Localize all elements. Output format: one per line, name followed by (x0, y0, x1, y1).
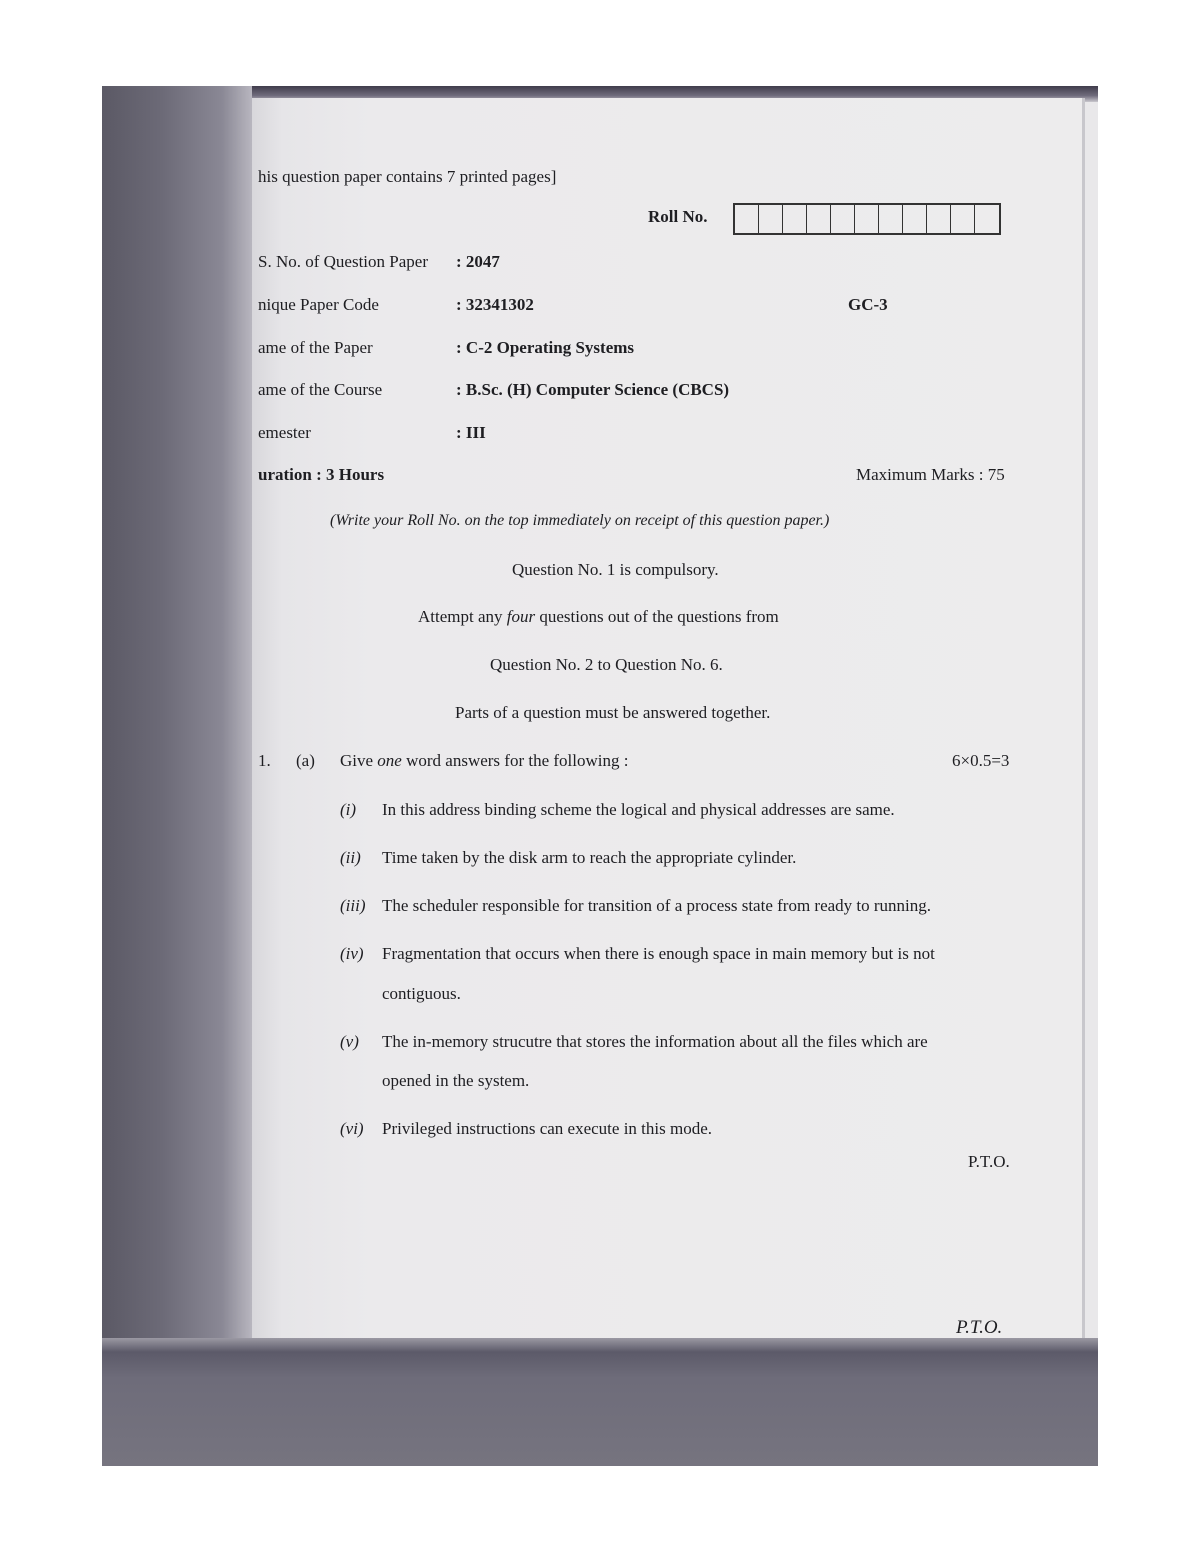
instruction-range: Question No. 2 to Question No. 6. (490, 655, 723, 674)
info-label-course: ame of the Course (258, 380, 383, 399)
roll-no-box[interactable] (831, 205, 855, 233)
roll-no-box[interactable] (903, 205, 927, 233)
roll-no-box[interactable] (927, 205, 951, 233)
roll-no-boxes[interactable] (733, 203, 1001, 235)
info-value-semester: : III (456, 423, 486, 442)
item-text: The scheduler responsible for transition of a process state from ready to running. (382, 896, 932, 915)
item-text: Fragmentation that occurs when there is enough space in main memory but is not (382, 944, 935, 963)
roll-no-box[interactable] (783, 205, 807, 233)
instruction-parts: Parts of a question must be answered together. (455, 703, 771, 722)
roll-no-box[interactable] (975, 205, 999, 233)
question-stem (340, 751, 628, 771)
item-number: (iii) (340, 896, 366, 915)
item-text: The in-memory strucutre that stores the information about all the files which are (382, 1032, 928, 1051)
instruction-compulsory: Question No. 1 is compulsory. (512, 560, 719, 579)
attempt-text-pre: Attempt any (418, 607, 507, 626)
scanned-page (102, 86, 1098, 1466)
pages-note: his question paper contains 7 printed pages] (258, 167, 557, 186)
question-part-label: (a) (296, 751, 315, 770)
item-number: (v) (340, 1032, 359, 1051)
attempt-text-emphasis: four (506, 607, 536, 626)
stem-text-post: word answers for the following : (401, 751, 629, 770)
roll-no-box[interactable] (855, 205, 879, 233)
roll-instruction-note: (Write your Roll No. on the top immediately on receipt of this question paper.) (330, 512, 830, 529)
question-marks: 6×0.5=3 (952, 751, 1010, 770)
item-number: (i) (340, 800, 357, 819)
pto-inner: P.T.O. (968, 1152, 1010, 1171)
info-value-paper-code: : 32341302 (456, 295, 534, 314)
info-label-paper-code: nique Paper Code (258, 295, 379, 314)
info-value-course: : B.Sc. (H) Computer Science (CBCS) (456, 380, 730, 399)
duration: uration : 3 Hours (258, 465, 385, 484)
item-number: (ii) (340, 848, 361, 867)
info-label-semester: emester (258, 423, 311, 442)
maximum-marks: Maximum Marks : 75 (856, 465, 1005, 484)
info-value-paper-name: : C-2 Operating Systems (456, 338, 635, 357)
item-number: (iv) (340, 944, 364, 963)
roll-no-label: Roll No. (648, 207, 708, 226)
item-text: In this address binding scheme the logical and physical addresses are same. (382, 800, 895, 819)
item-text-continuation: contiguous. (382, 984, 461, 1003)
roll-no-box[interactable] (759, 205, 783, 233)
roll-no-box[interactable] (879, 205, 903, 233)
info-value-serial: : 2047 (456, 252, 500, 271)
set-code: GC-3 (848, 295, 888, 314)
scan-bottom-edge (102, 1338, 1098, 1466)
info-label-serial: S. No. of Question Paper (258, 252, 428, 271)
info-label-paper-name: ame of the Paper (258, 338, 373, 357)
roll-no-box[interactable] (735, 205, 759, 233)
item-text: Time taken by the disk arm to reach the appropriate cylinder. (382, 848, 797, 867)
item-number: (vi) (340, 1119, 364, 1138)
roll-no-box[interactable] (951, 205, 975, 233)
item-text-continuation: opened in the system. (382, 1071, 530, 1090)
stem-text-emphasis: one (377, 751, 402, 770)
pto-outer: P.T.O. (956, 1317, 1003, 1338)
question-paper-sheet (252, 98, 1085, 1348)
roll-no-box[interactable] (807, 205, 831, 233)
question-number: 1. (258, 751, 271, 770)
item-text: Privileged instructions can execute in this mode. (382, 1119, 713, 1138)
attempt-text-post: questions out of the questions from (535, 607, 779, 626)
instruction-attempt (418, 607, 779, 627)
stem-text-pre: Give (340, 751, 378, 770)
